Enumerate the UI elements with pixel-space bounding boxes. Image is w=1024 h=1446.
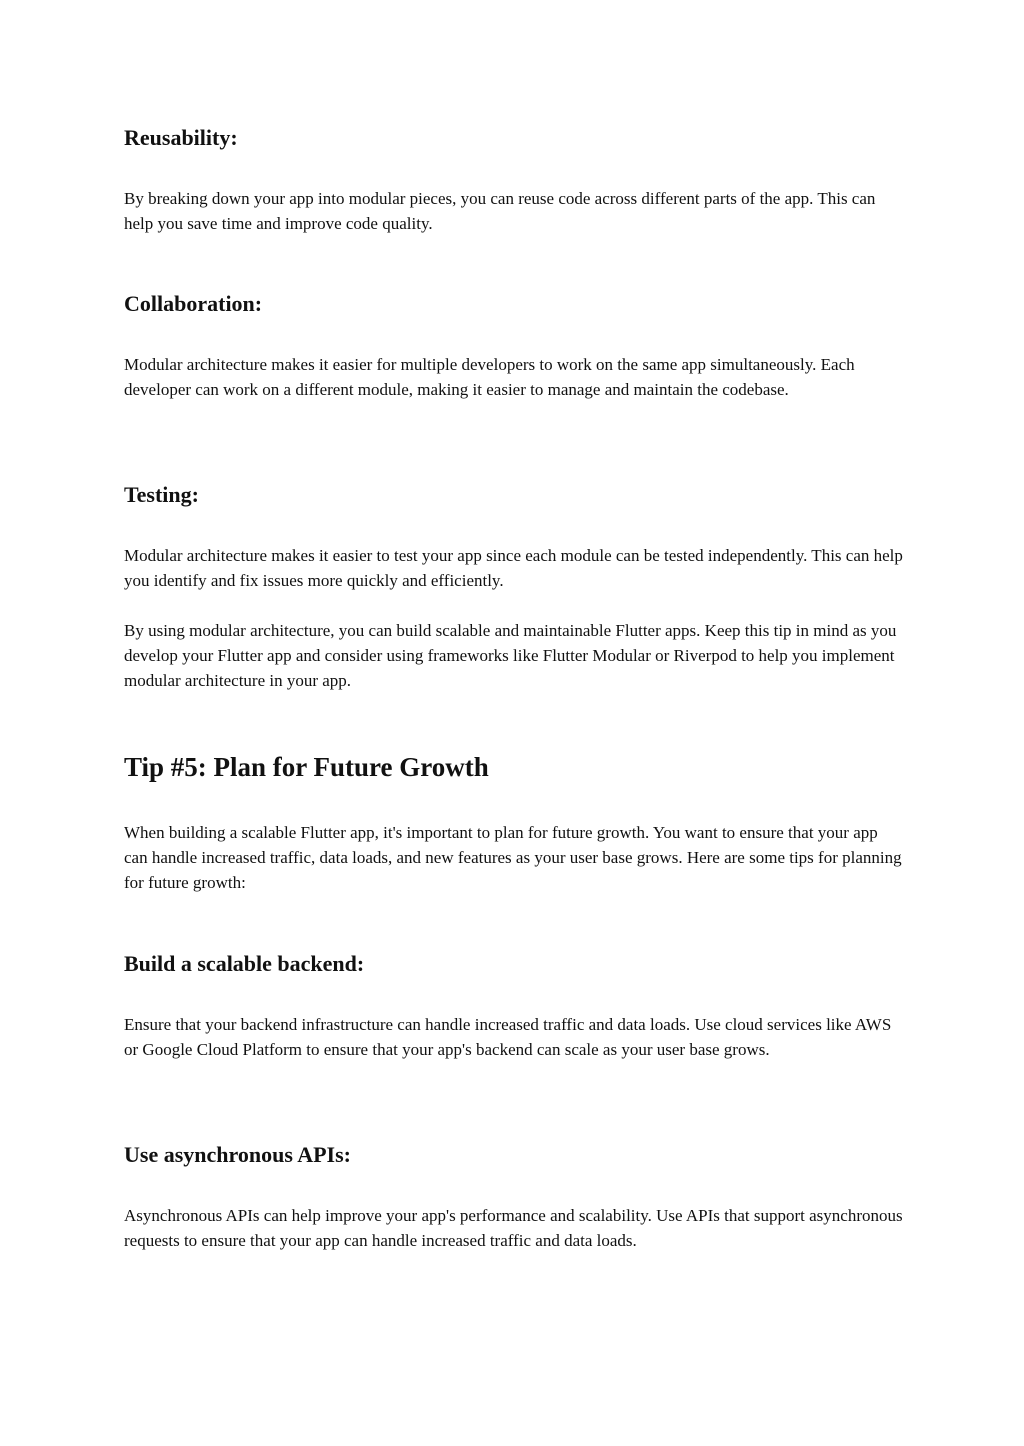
testing-paragraph: Modular architecture makes it easier to test your app since each module can be tested independently. This can help you identify and fix issues more quickly and efficiently. — [124, 546, 903, 590]
backend-paragraph: Ensure that your backend infrastructure can handle increased traffic and data loads. Use cloud services like AWS or Google Cloud Platform to ensure that your app's backend can scale as your user base grows. — [124, 1015, 892, 1059]
async-apis-paragraph: Asynchronous APIs can help improve your app's performance and scalability. Use APIs that support asynchronous requests to ensure that your app can handle increased traffic and data loads. — [124, 1206, 903, 1250]
tip5-intro-paragraph: When building a scalable Flutter app, it's important to plan for future growth. You want to ensure that your app can handle increased traffic, data loads, and new features as your user base grows. Here are some tips for planning for future growth: — [124, 823, 902, 892]
backend-heading: Build a scalable backend: — [124, 951, 365, 976]
reusability-heading: Reusability: — [124, 125, 238, 150]
collaboration-heading: Collaboration: — [124, 291, 263, 316]
collaboration-paragraph: Modular architecture makes it easier for multiple developers to work on the same app simultaneously. Each developer can work on a different module, making it easier to manage and maintain the codebase. — [124, 355, 855, 399]
reusability-paragraph: By breaking down your app into modular pieces, you can reuse code across different parts of the app. This can help you save time and improve code quality. — [124, 189, 876, 233]
modular-summary-paragraph: By using modular architecture, you can build scalable and maintainable Flutter apps. Keep this tip in mind as you develop your Flutter app and consider using frameworks like Flutter Modular or Riverpod to help you implement modular architecture in your app. — [124, 621, 897, 690]
tip5-title: Tip #5: Plan for Future Growth — [124, 752, 489, 782]
async-apis-heading: Use asynchronous APIs: — [124, 1142, 351, 1167]
testing-heading: Testing: — [124, 482, 199, 507]
